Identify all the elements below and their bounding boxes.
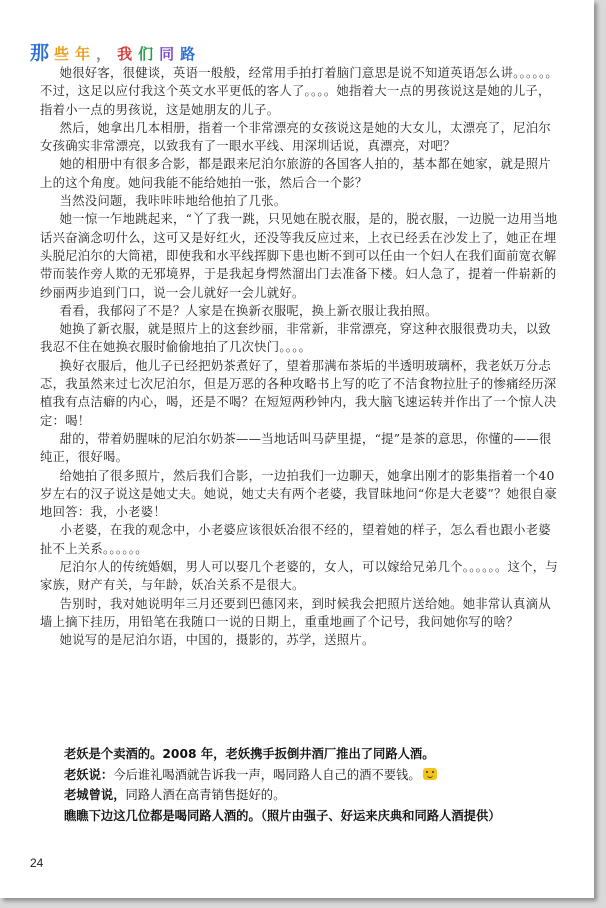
paragraph: 她的相册中有很多合影，都是跟来尼泊尔旅游的各国客人拍的，基本都在她家，就是照片上的这个角度。她问我能不能给她拍一张，然后合一个影？: [40, 157, 551, 190]
paragraph: 看看，我郁闷了不是？人家是在换新衣服呢，换上新衣服让我拍照。: [59, 303, 438, 318]
header-char-6: 同: [159, 45, 177, 63]
paragraph: 当然没问题，我咔咔咔地给他拍了几张。: [59, 194, 287, 209]
column-header: [30, 38, 198, 64]
caption-line: [64, 785, 564, 806]
paragraph: 她一惊一乍地跳起来，“丫了我一跳，只见她在脱衣服，是的，脱衣服，一边脱一边用当地话兴奋滴念叨什么，这可又是好红火，还没等我反应过来，上衣已经丢在沙发上了，她正在埋头脱尼泊尔的大筒裙，即使我和水平线挥脚下患也断不到可以任由一个妇人在我们面前宽衣解带而装作旁人欺的无邪境界，于是我起身愕然溜出门去准备下楼。妇人急了，提着一件崭新的纱丽两步追到门口，说一会儿就好一会儿就好。: [40, 212, 558, 300]
caption-text: 今后谁礼喝酒就告诉我一声，喝同路人自己的酒不要钱。: [113, 767, 421, 782]
paragraph: 尼泊尔人的传统婚姻，男人可以娶几个老婆的，女人，可以嫁给兄弟几个。。。。。。这个，与家族，财产有关，与年龄，妖冶关系不是很大。: [40, 560, 558, 593]
paragraph: 小老婆，在我的观念中，小老婆应该很妖冶很不经的，望着她的样子，怎么看也跟小老婆扯不上关系。。。。。。: [40, 523, 551, 556]
header-logo: 那: [30, 42, 51, 64]
article-body: [40, 64, 560, 650]
page-number: 24: [30, 856, 44, 870]
paragraph: 她换了新衣服，就是照片上的这套纱丽，非常新，非常漂亮，穿这种衣服很费功夫，以致我忍不住在她换衣服时偷偷地拍了几次快门。。。。: [40, 322, 551, 355]
caption-block: [64, 744, 564, 826]
header-char-4: 我: [117, 45, 135, 63]
paragraph: 甜的，带着奶腥味的尼泊尔奶茶——当地话叫马萨里提，“提”是茶的意思，你懂的——很纯正，很好喝。: [40, 431, 552, 465]
header-char-1: 些: [54, 45, 72, 63]
caption-label: 老城曾说，: [64, 788, 126, 803]
paragraph: 她说写的是尼泊尔语，中国的，摄影的，苏学，送照片。: [59, 633, 375, 648]
paragraph: 然后，她拿出几本相册，指着一个非常漂亮的女孩说这是她的大女儿，太漂亮了，尼泊尔女孩确实非常漂亮，以致我有了一眼水平线、用深圳话说，真漂亮，对吧？: [40, 120, 551, 154]
header-char-7: 路: [180, 45, 198, 63]
caption-line: [64, 765, 564, 786]
paragraph: 换好衣服后，他儿子已经把奶茶煮好了，望着那满布茶垢的半透明玻璃杯，我老妖万分忐忑，我虽然来过七次尼泊尔，但是万恶的各种攻略书上写的吃了不洁食物拉肚子的惨痛经历深植我有点洁癖的内心，喝，还是不喝？在短短两秒钟内，我大脑飞速运转并作出了一个惊人决定：喝！: [40, 358, 557, 428]
paragraph: 给她拍了很多照片，然后我们合影，一边拍我们一边聊天，她拿出刚才的影集指着一个40岁左右的汉子说这是她丈夫。她说，她丈夫有两个老婆，我冒昧地问“你是大老婆”？她很自豪地回答：我，小老婆！: [40, 468, 558, 520]
smiley-icon: [423, 768, 437, 780]
header-char-3: ，: [96, 45, 114, 63]
paragraph: 告别时，我对她说明年三月还要到巴德冈来，到时候我会把照片送给她。她非常认真滴从墙上摘下挂历，用铅笔在我随口一说的日期上，重重地画了个记号，我问她你写的啥？: [40, 596, 551, 629]
header-char-2: 年: [75, 45, 93, 63]
paragraph: 她很好客，很健谈，英语一般般，经常用手拍打着脑门意思是说不知道英语怎么讲。。。。。。不过，这足以应付我这个英文水平更低的客人了。。。。她指着大一点的男孩说这是她的儿子，指着小一点的男孩说，这是她朋友的儿子。: [40, 66, 558, 117]
caption-text: 同路人酒在高青销售挺好的。: [125, 788, 286, 803]
caption-line: 老妖是个卖酒的。2008 年，老妖携手扳倒井酒厂推出了同路人酒。: [64, 747, 435, 761]
caption-label: 老妖说：: [64, 767, 114, 782]
header-char-5: 们: [138, 45, 156, 63]
caption-line: 瞧瞧下边这几位都是喝同路人酒的。（照片由强子、好运来庆典和同路人酒提供）: [64, 808, 501, 823]
